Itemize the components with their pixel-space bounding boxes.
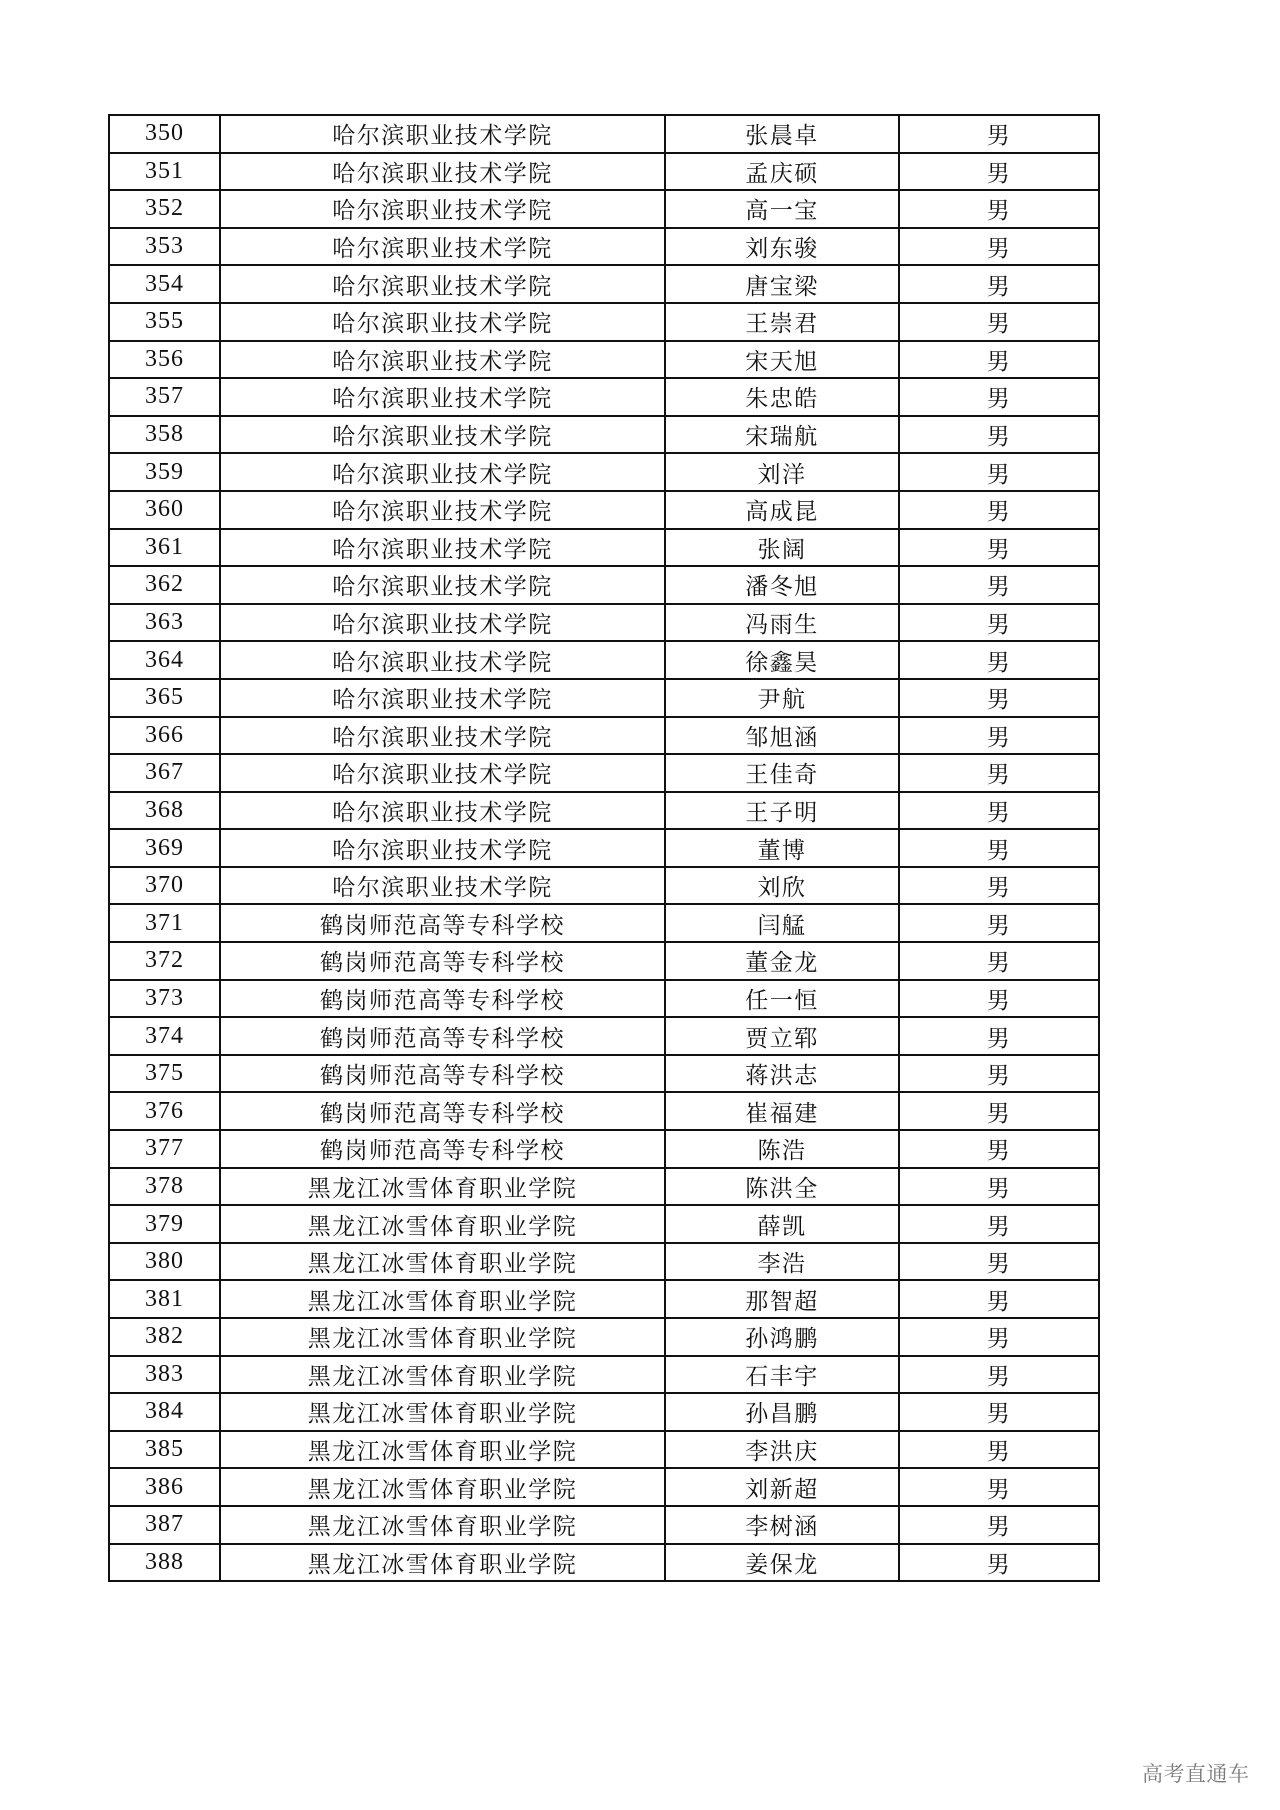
table-row <box>109 529 1099 567</box>
gender: 男 <box>899 153 1099 191</box>
row-number: 359 <box>109 453 220 491</box>
school-name: 黑龙江冰雪体育职业学院 <box>220 1318 665 1356</box>
row-number: 367 <box>109 754 220 792</box>
school-name: 黑龙江冰雪体育职业学院 <box>220 1168 665 1206</box>
table-row <box>109 641 1099 679</box>
table-row <box>109 942 1099 980</box>
gender: 男 <box>899 1280 1099 1318</box>
school-name: 哈尔滨职业技术学院 <box>220 604 665 642</box>
gender: 男 <box>899 228 1099 266</box>
student-name: 王佳奇 <box>665 754 899 792</box>
row-number: 377 <box>109 1130 220 1168</box>
student-name: 王子明 <box>665 792 899 830</box>
gender: 男 <box>899 303 1099 341</box>
table-row <box>109 416 1099 454</box>
table-row <box>109 1243 1099 1281</box>
table-row <box>109 1506 1099 1544</box>
student-name: 刘东骏 <box>665 228 899 266</box>
school-name: 鹤岗师范高等专科学校 <box>220 942 665 980</box>
student-name: 孙鸿鹏 <box>665 1318 899 1356</box>
gender: 男 <box>899 1017 1099 1055</box>
student-name: 唐宝梁 <box>665 265 899 303</box>
table-row <box>109 717 1099 755</box>
row-number: 363 <box>109 604 220 642</box>
student-name: 张阔 <box>665 529 899 567</box>
gender: 男 <box>899 1468 1099 1506</box>
gender: 男 <box>899 641 1099 679</box>
table-row <box>109 867 1099 905</box>
row-number: 358 <box>109 416 220 454</box>
student-name: 李浩 <box>665 1243 899 1281</box>
row-number: 376 <box>109 1092 220 1130</box>
gender: 男 <box>899 1506 1099 1544</box>
school-name: 黑龙江冰雪体育职业学院 <box>220 1468 665 1506</box>
gender: 男 <box>899 829 1099 867</box>
table-row <box>109 566 1099 604</box>
gender: 男 <box>899 679 1099 717</box>
watermark: 高考直通车 <box>1142 1762 1250 1786</box>
school-name: 黑龙江冰雪体育职业学院 <box>220 1356 665 1394</box>
school-name: 鹤岗师范高等专科学校 <box>220 1130 665 1168</box>
gender: 男 <box>899 190 1099 228</box>
gender: 男 <box>899 1356 1099 1394</box>
row-number: 368 <box>109 792 220 830</box>
school-name: 哈尔滨职业技术学院 <box>220 529 665 567</box>
school-name: 哈尔滨职业技术学院 <box>220 641 665 679</box>
table-row <box>109 1431 1099 1469</box>
gender: 男 <box>899 1168 1099 1206</box>
student-name: 刘新超 <box>665 1468 899 1506</box>
gender: 男 <box>899 566 1099 604</box>
school-name: 哈尔滨职业技术学院 <box>220 717 665 755</box>
row-number: 355 <box>109 303 220 341</box>
row-number: 374 <box>109 1017 220 1055</box>
table-row <box>109 1318 1099 1356</box>
row-number: 373 <box>109 980 220 1018</box>
student-name: 任一恒 <box>665 980 899 1018</box>
gender: 男 <box>899 1243 1099 1281</box>
school-name: 鹤岗师范高等专科学校 <box>220 1055 665 1093</box>
table-row <box>109 1017 1099 1055</box>
row-number: 354 <box>109 265 220 303</box>
roster-body <box>109 115 1099 1581</box>
gender: 男 <box>899 416 1099 454</box>
gender: 男 <box>899 1092 1099 1130</box>
row-number: 372 <box>109 942 220 980</box>
school-name: 鹤岗师范高等专科学校 <box>220 904 665 942</box>
table-row <box>109 1092 1099 1130</box>
gender: 男 <box>899 1055 1099 1093</box>
gender: 男 <box>899 453 1099 491</box>
school-name: 哈尔滨职业技术学院 <box>220 153 665 191</box>
student-name: 邹旭涵 <box>665 717 899 755</box>
table-row <box>109 453 1099 491</box>
school-name: 哈尔滨职业技术学院 <box>220 491 665 529</box>
school-name: 哈尔滨职业技术学院 <box>220 341 665 379</box>
table-row <box>109 265 1099 303</box>
row-number: 370 <box>109 867 220 905</box>
row-number: 384 <box>109 1393 220 1431</box>
school-name: 黑龙江冰雪体育职业学院 <box>220 1393 665 1431</box>
row-number: 369 <box>109 829 220 867</box>
school-name: 哈尔滨职业技术学院 <box>220 378 665 416</box>
gender: 男 <box>899 792 1099 830</box>
table-row <box>109 491 1099 529</box>
student-name: 石丰宇 <box>665 1356 899 1394</box>
table-row <box>109 190 1099 228</box>
school-name: 鹤岗师范高等专科学校 <box>220 1017 665 1055</box>
student-name: 姜保龙 <box>665 1544 899 1582</box>
row-number: 386 <box>109 1468 220 1506</box>
school-name: 鹤岗师范高等专科学校 <box>220 980 665 1018</box>
student-name: 董博 <box>665 829 899 867</box>
school-name: 哈尔滨职业技术学院 <box>220 265 665 303</box>
student-name: 那智超 <box>665 1280 899 1318</box>
student-name: 陈洪全 <box>665 1168 899 1206</box>
gender: 男 <box>899 115 1099 153</box>
student-name: 李洪庆 <box>665 1431 899 1469</box>
student-name: 冯雨生 <box>665 604 899 642</box>
gender: 男 <box>899 378 1099 416</box>
student-name: 刘欣 <box>665 867 899 905</box>
gender: 男 <box>899 1431 1099 1469</box>
gender: 男 <box>899 1130 1099 1168</box>
row-number: 357 <box>109 378 220 416</box>
gender: 男 <box>899 754 1099 792</box>
school-name: 哈尔滨职业技术学院 <box>220 416 665 454</box>
row-number: 366 <box>109 717 220 755</box>
school-name: 哈尔滨职业技术学院 <box>220 829 665 867</box>
table-row <box>109 1168 1099 1206</box>
table-row <box>109 1468 1099 1506</box>
school-name: 哈尔滨职业技术学院 <box>220 303 665 341</box>
school-name: 哈尔滨职业技术学院 <box>220 228 665 266</box>
school-name: 鹤岗师范高等专科学校 <box>220 1092 665 1130</box>
student-name: 闫艋 <box>665 904 899 942</box>
table-row <box>109 904 1099 942</box>
gender: 男 <box>899 341 1099 379</box>
row-number: 351 <box>109 153 220 191</box>
school-name: 哈尔滨职业技术学院 <box>220 115 665 153</box>
student-name: 孙昌鹏 <box>665 1393 899 1431</box>
student-name: 崔福建 <box>665 1092 899 1130</box>
table-row <box>109 1544 1099 1582</box>
row-number: 388 <box>109 1544 220 1582</box>
row-number: 378 <box>109 1168 220 1206</box>
student-name: 薛凯 <box>665 1205 899 1243</box>
gender: 男 <box>899 904 1099 942</box>
row-number: 360 <box>109 491 220 529</box>
row-number: 380 <box>109 1243 220 1281</box>
row-number: 375 <box>109 1055 220 1093</box>
school-name: 哈尔滨职业技术学院 <box>220 453 665 491</box>
row-number: 356 <box>109 341 220 379</box>
student-name: 刘洋 <box>665 453 899 491</box>
student-name: 朱忠皓 <box>665 378 899 416</box>
table-row <box>109 153 1099 191</box>
school-name: 黑龙江冰雪体育职业学院 <box>220 1544 665 1582</box>
student-name: 王崇君 <box>665 303 899 341</box>
table-row <box>109 980 1099 1018</box>
student-name: 陈浩 <box>665 1130 899 1168</box>
table-row <box>109 792 1099 830</box>
table-row <box>109 754 1099 792</box>
table-row <box>109 829 1099 867</box>
school-name: 黑龙江冰雪体育职业学院 <box>220 1280 665 1318</box>
gender: 男 <box>899 529 1099 567</box>
student-name: 李树涵 <box>665 1506 899 1544</box>
table-row <box>109 1280 1099 1318</box>
row-number: 387 <box>109 1506 220 1544</box>
student-name: 高一宝 <box>665 190 899 228</box>
school-name: 黑龙江冰雪体育职业学院 <box>220 1506 665 1544</box>
table-row <box>109 1205 1099 1243</box>
student-name: 徐鑫昊 <box>665 641 899 679</box>
row-number: 353 <box>109 228 220 266</box>
gender: 男 <box>899 980 1099 1018</box>
student-name: 宋天旭 <box>665 341 899 379</box>
row-number: 371 <box>109 904 220 942</box>
gender: 男 <box>899 265 1099 303</box>
table-row <box>109 1393 1099 1431</box>
school-name: 哈尔滨职业技术学院 <box>220 792 665 830</box>
gender: 男 <box>899 1318 1099 1356</box>
gender: 男 <box>899 717 1099 755</box>
student-name: 董金龙 <box>665 942 899 980</box>
gender: 男 <box>899 1205 1099 1243</box>
school-name: 哈尔滨职业技术学院 <box>220 190 665 228</box>
student-name: 高成昆 <box>665 491 899 529</box>
school-name: 黑龙江冰雪体育职业学院 <box>220 1243 665 1281</box>
row-number: 362 <box>109 566 220 604</box>
student-name: 潘冬旭 <box>665 566 899 604</box>
row-number: 383 <box>109 1356 220 1394</box>
row-number: 361 <box>109 529 220 567</box>
gender: 男 <box>899 942 1099 980</box>
table-row <box>109 1356 1099 1394</box>
table-row <box>109 341 1099 379</box>
roster-table <box>108 114 1100 1582</box>
table-row <box>109 1055 1099 1093</box>
gender: 男 <box>899 491 1099 529</box>
gender: 男 <box>899 1393 1099 1431</box>
school-name: 黑龙江冰雪体育职业学院 <box>220 1431 665 1469</box>
table-row <box>109 115 1099 153</box>
student-name: 贾立郓 <box>665 1017 899 1055</box>
row-number: 352 <box>109 190 220 228</box>
row-number: 379 <box>109 1205 220 1243</box>
row-number: 382 <box>109 1318 220 1356</box>
table-row <box>109 1130 1099 1168</box>
school-name: 哈尔滨职业技术学院 <box>220 754 665 792</box>
gender: 男 <box>899 604 1099 642</box>
student-name: 宋瑞航 <box>665 416 899 454</box>
student-name: 尹航 <box>665 679 899 717</box>
table-row <box>109 378 1099 416</box>
school-name: 黑龙江冰雪体育职业学院 <box>220 1205 665 1243</box>
gender: 男 <box>899 867 1099 905</box>
table-row <box>109 604 1099 642</box>
gender: 男 <box>899 1544 1099 1582</box>
table-row <box>109 679 1099 717</box>
table-row <box>109 303 1099 341</box>
school-name: 哈尔滨职业技术学院 <box>220 566 665 604</box>
row-number: 365 <box>109 679 220 717</box>
row-number: 350 <box>109 115 220 153</box>
student-name: 蒋洪志 <box>665 1055 899 1093</box>
row-number: 381 <box>109 1280 220 1318</box>
table-row <box>109 228 1099 266</box>
school-name: 哈尔滨职业技术学院 <box>220 867 665 905</box>
student-name: 孟庆硕 <box>665 153 899 191</box>
row-number: 385 <box>109 1431 220 1469</box>
student-name: 张晨卓 <box>665 115 899 153</box>
school-name: 哈尔滨职业技术学院 <box>220 679 665 717</box>
row-number: 364 <box>109 641 220 679</box>
